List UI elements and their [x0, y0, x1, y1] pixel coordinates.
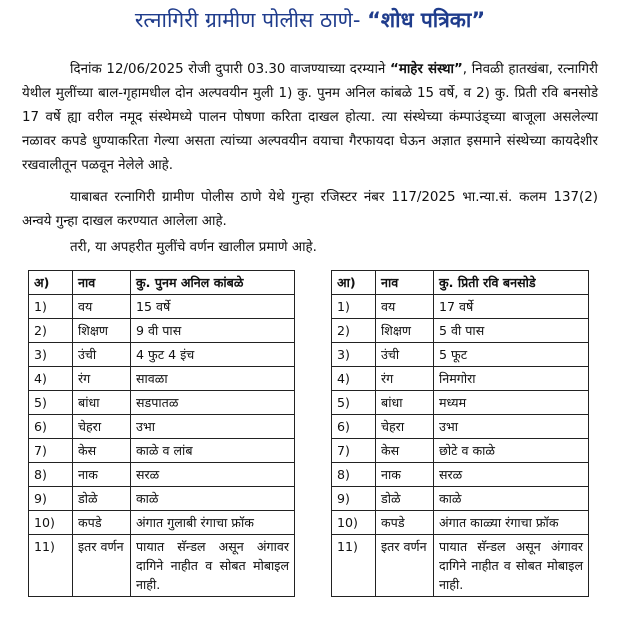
value-cell: निमगोरा — [434, 367, 589, 391]
serial-cell: 1) — [332, 295, 376, 319]
value-cell: अंगात गुलाबी रंगाचा फ्रॉक — [131, 511, 295, 535]
value-cell: मध्यम — [434, 391, 589, 415]
serial-cell: 10) — [332, 511, 376, 535]
field-cell: इतर वर्णन — [73, 535, 131, 597]
paragraph-incident — [22, 58, 598, 178]
serial-cell: 6) — [332, 415, 376, 439]
field-cell: उंची — [376, 343, 434, 367]
serial-cell: 3) — [332, 343, 376, 367]
table-row — [29, 391, 295, 415]
value-cell: उभा — [434, 415, 589, 439]
serial-cell: 8) — [29, 463, 73, 487]
field-cell: केस — [73, 439, 131, 463]
serial-cell: 4) — [332, 367, 376, 391]
description-table-punam — [28, 270, 295, 597]
serial-cell: 9) — [332, 487, 376, 511]
field-cell: डोळे — [376, 487, 434, 511]
value-cell: सडपातळ — [131, 391, 295, 415]
serial-cell: 7) — [332, 439, 376, 463]
table-row — [29, 367, 295, 391]
table-row — [29, 463, 295, 487]
table-row — [29, 295, 295, 319]
organization-name: “माहेर संस्था” — [390, 62, 463, 77]
table-row — [332, 415, 589, 439]
table-row — [332, 487, 589, 511]
field-cell: वय — [73, 295, 131, 319]
serial-cell: आ) — [332, 271, 376, 295]
serial-cell: 6) — [29, 415, 73, 439]
field-cell: नाव — [376, 271, 434, 295]
field-cell: उंची — [73, 343, 131, 367]
field-cell: नाक — [73, 463, 131, 487]
field-cell: रंग — [73, 367, 131, 391]
field-cell: बांधा — [73, 391, 131, 415]
table-row — [332, 439, 589, 463]
value-cell: छोटे व काळे — [434, 439, 589, 463]
serial-cell: 3) — [29, 343, 73, 367]
table-row — [29, 415, 295, 439]
paragraph-description-intro: तरी, या अपहरीत मुलींचे वर्णन खालील प्रमाणे आहे. — [70, 240, 317, 255]
field-cell: इतर वर्णन — [376, 535, 434, 597]
incident-text-start: दिनांक 12/06/2025 रोजी दुपारी 03.30 वाजण्याच्या दरम्याने — [70, 62, 391, 77]
field-cell: वय — [376, 295, 434, 319]
page-title — [0, 6, 620, 34]
value-cell: काळे — [434, 487, 589, 511]
table-row — [29, 343, 295, 367]
value-cell: पायात सॅन्डल असून अंगावर दागिने नाहीत व सोबत मोबाइल नाही. — [434, 535, 589, 597]
table-row — [29, 511, 295, 535]
serial-cell: अ) — [29, 271, 73, 295]
serial-cell: 1) — [29, 295, 73, 319]
field-cell: केस — [376, 439, 434, 463]
table-row — [332, 535, 589, 597]
description-table-priti — [331, 270, 589, 597]
value-cell: पायात सॅन्डल असून अंगावर दागिने नाहीत व सोबत मोबाइल नाही. — [131, 535, 295, 597]
table-row — [332, 511, 589, 535]
serial-cell: 4) — [29, 367, 73, 391]
serial-cell: 2) — [332, 319, 376, 343]
field-cell: चेहरा — [73, 415, 131, 439]
field-cell: चेहरा — [376, 415, 434, 439]
serial-cell: 5) — [332, 391, 376, 415]
title-highlight: “शोध पत्रिका” — [367, 8, 486, 32]
table-row — [29, 535, 295, 597]
table-row — [29, 487, 295, 511]
field-cell: नाक — [376, 463, 434, 487]
value-cell: 4 फुट 4 इंच — [131, 343, 295, 367]
value-cell: काळे — [131, 487, 295, 511]
table-row — [29, 439, 295, 463]
serial-cell: 11) — [29, 535, 73, 597]
incident-text-rest: , निवळी हातखंबा, रत्नागिरी येथील मुलींच्या बाल-गृहामधील दोन अल्पवयीन मुली 1) कु. पुनम अनिल कांबळे 15 वर्षे, व 2) कु. प्रिती रवि बनसोडे 17 वर्षे ह्या वरील नमूद संस्थेमध्ये पालन पोषणा करिता दाखल होत्या. त्या संस्थेच्या कंम्पाउंड्च्या बाजूला असलेल्या नळावर कपडे धुण्याकरिता गेल्या असता त्यांच्या अल्पवयीन वयाचा गैरफायदा घेऊन अज्ञात इसमाने संस्थेच्या कायदेशीर रखवालीतून पळवून नेलेले आहे. — [22, 62, 599, 173]
serial-cell: 8) — [332, 463, 376, 487]
value-cell: कु. पुनम अनिल कांबळे — [131, 271, 295, 295]
field-cell: शिक्षण — [73, 319, 131, 343]
field-cell: बांधा — [376, 391, 434, 415]
serial-cell: 11) — [332, 535, 376, 597]
serial-cell: 5) — [29, 391, 73, 415]
value-cell: सरळ — [434, 463, 589, 487]
table-row — [332, 295, 589, 319]
table-row — [332, 319, 589, 343]
table-row — [332, 367, 589, 391]
field-cell: शिक्षण — [376, 319, 434, 343]
field-cell: डोळे — [73, 487, 131, 511]
value-cell: 5 वी पास — [434, 319, 589, 343]
table-row — [332, 343, 589, 367]
table-row — [29, 319, 295, 343]
serial-cell: 2) — [29, 319, 73, 343]
value-cell: 9 वी पास — [131, 319, 295, 343]
value-cell: अंगात काळ्या रंगाचा फ्रॉक — [434, 511, 589, 535]
field-cell: रंग — [376, 367, 434, 391]
value-cell: 15 वर्षे — [131, 295, 295, 319]
table-row — [332, 463, 589, 487]
value-cell: कु. प्रिती रवि बनसोडे — [434, 271, 589, 295]
serial-cell: 7) — [29, 439, 73, 463]
field-cell: नाव — [73, 271, 131, 295]
value-cell: सावळा — [131, 367, 295, 391]
table-header-row — [29, 271, 295, 295]
title-main: रत्नागिरी ग्रामीण पोलीस ठाणे- — [134, 8, 368, 32]
value-cell: काळे व लांब — [131, 439, 295, 463]
table-header-row — [332, 271, 589, 295]
paragraph-case-registration: याबाबत रत्नागिरी ग्रामीण पोलीस ठाणे येथे गुन्हा रजिस्टर नंबर 117/2025 भा.न्या.सं. कलम 137(2) अन्वये गुन्हा दाखल करण्यात आलेला आहे. — [22, 190, 598, 229]
value-cell: उभा — [131, 415, 295, 439]
value-cell: 17 वर्षे — [434, 295, 589, 319]
value-cell: 5 फूट — [434, 343, 589, 367]
serial-cell: 9) — [29, 487, 73, 511]
value-cell: सरळ — [131, 463, 295, 487]
field-cell: कपडे — [73, 511, 131, 535]
serial-cell: 10) — [29, 511, 73, 535]
table-row — [332, 391, 589, 415]
field-cell: कपडे — [376, 511, 434, 535]
